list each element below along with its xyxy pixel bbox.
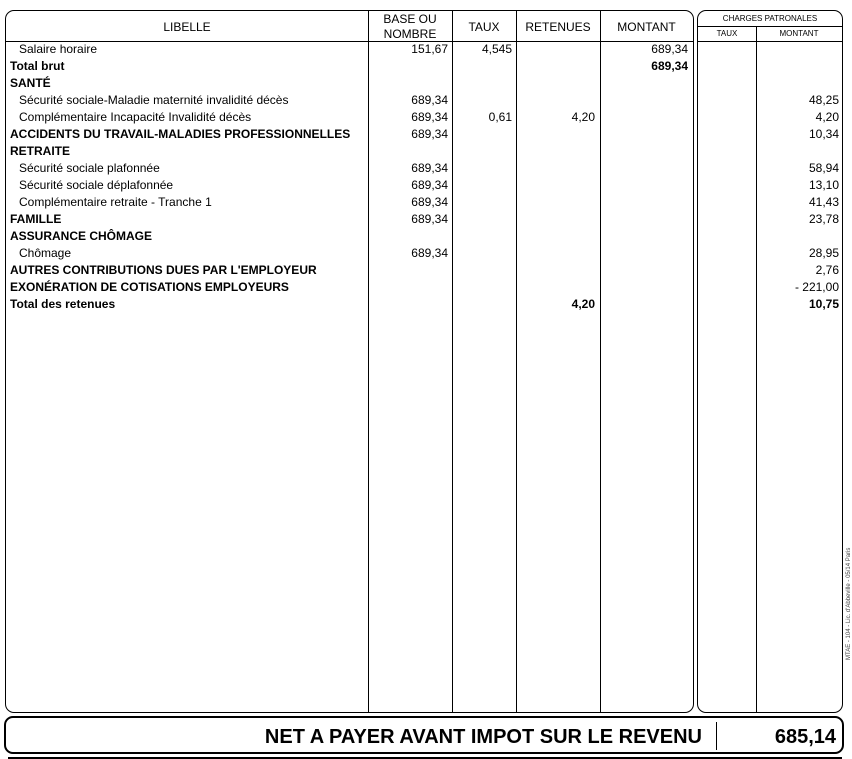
row-label: RETRAITE bbox=[10, 144, 70, 158]
table-row bbox=[0, 245, 849, 262]
row-label: Total des retenues bbox=[10, 297, 116, 311]
row-label: FAMILLE bbox=[10, 212, 62, 226]
table-row bbox=[0, 109, 849, 126]
table-row bbox=[0, 41, 849, 58]
row-label: AUTRES CONTRIBUTIONS DUES PAR L'EMPLOYEUR bbox=[10, 263, 317, 277]
table-row bbox=[0, 58, 849, 75]
row-base: 151,67 bbox=[411, 42, 448, 56]
header-charges-taux: TAUX bbox=[716, 29, 738, 38]
row-patronal-montant: 13,10 bbox=[808, 178, 839, 192]
row-label: ACCIDENTS DU TRAVAIL-MALADIES PROFESSIONNELLES bbox=[10, 127, 351, 141]
row-montant: 689,34 bbox=[651, 59, 688, 73]
row-label: Complémentaire Incapacité Invalidité décès bbox=[19, 110, 252, 124]
row-base: 689,34 bbox=[411, 178, 448, 192]
row-label: Total brut bbox=[10, 59, 65, 73]
row-label: Chômage bbox=[19, 246, 72, 260]
net-a-payer-box bbox=[4, 716, 844, 754]
table-row bbox=[0, 262, 849, 279]
row-patronal-montant: 41,43 bbox=[808, 195, 839, 209]
row-base: 689,34 bbox=[411, 212, 448, 226]
table-row bbox=[0, 160, 849, 177]
row-label: Sécurité sociale déplafonnée bbox=[19, 178, 174, 192]
table-row bbox=[0, 92, 849, 109]
table-row bbox=[0, 75, 849, 92]
row-taux: 4,545 bbox=[481, 42, 512, 56]
header-montant: MONTANT bbox=[617, 20, 676, 34]
row-patronal-montant: - 221,00 bbox=[794, 280, 839, 294]
row-label: EXONÉRATION DE COTISATIONS EMPLOYEURS bbox=[10, 280, 289, 294]
row-base: 689,34 bbox=[411, 246, 448, 260]
row-patronal-montant: 58,94 bbox=[808, 161, 839, 175]
row-base: 689,34 bbox=[411, 195, 448, 209]
row-retenues: 4,20 bbox=[571, 297, 595, 311]
header-base-line1: BASE OU bbox=[383, 12, 437, 26]
row-label: Complémentaire retraite - Tranche 1 bbox=[19, 195, 212, 209]
header-taux: TAUX bbox=[468, 20, 500, 34]
header-base-line2: NOMBRE bbox=[383, 27, 437, 41]
row-label: Sécurité sociale-Maladie maternité invalidité décès bbox=[19, 93, 289, 107]
row-base: 689,34 bbox=[411, 127, 448, 141]
row-patronal-montant: 2,76 bbox=[815, 263, 839, 277]
header-base bbox=[368, 12, 452, 42]
row-patronal-montant: 4,20 bbox=[815, 110, 839, 124]
charges-title-divider bbox=[698, 26, 842, 27]
row-base: 689,34 bbox=[411, 161, 448, 175]
table-row bbox=[0, 228, 849, 245]
header-retenues: RETENUES bbox=[525, 20, 591, 34]
net-a-payer-value: 685,14 bbox=[774, 726, 836, 748]
form-reference-note: MTAE - 104 - Lic. d'Abbeville - 05/14 Paris bbox=[846, 547, 852, 660]
row-patronal-montant: 10,34 bbox=[808, 127, 839, 141]
table-row bbox=[0, 296, 849, 313]
row-base: 689,34 bbox=[411, 110, 448, 124]
header-charges-montant: MONTANT bbox=[779, 29, 819, 38]
table-row bbox=[0, 194, 849, 211]
table-row bbox=[0, 279, 849, 296]
header-charges-patronales: CHARGES PATRONALES bbox=[722, 14, 818, 23]
row-label: Salaire horaire bbox=[19, 42, 98, 56]
row-patronal-montant: 28,95 bbox=[808, 246, 839, 260]
row-patronal-montant: 23,78 bbox=[808, 212, 839, 226]
net-separator bbox=[716, 722, 717, 750]
row-label: Sécurité sociale plafonnée bbox=[19, 161, 160, 175]
table-row bbox=[0, 211, 849, 228]
row-base: 689,34 bbox=[411, 93, 448, 107]
row-label: SANTÉ bbox=[10, 76, 51, 90]
table-row bbox=[0, 126, 849, 143]
table-row bbox=[0, 143, 849, 160]
row-taux: 0,61 bbox=[488, 110, 512, 124]
row-label: ASSURANCE CHÔMAGE bbox=[10, 229, 153, 243]
header-libelle: LIBELLE bbox=[163, 20, 211, 34]
net-a-payer-label: NET A PAYER AVANT IMPOT SUR LE REVENU bbox=[264, 726, 702, 748]
row-retenues: 4,20 bbox=[571, 110, 595, 124]
row-patronal-montant: 48,25 bbox=[808, 93, 839, 107]
row-montant: 689,34 bbox=[651, 42, 688, 56]
table-row bbox=[0, 177, 849, 194]
row-patronal-montant: 10,75 bbox=[808, 297, 839, 311]
